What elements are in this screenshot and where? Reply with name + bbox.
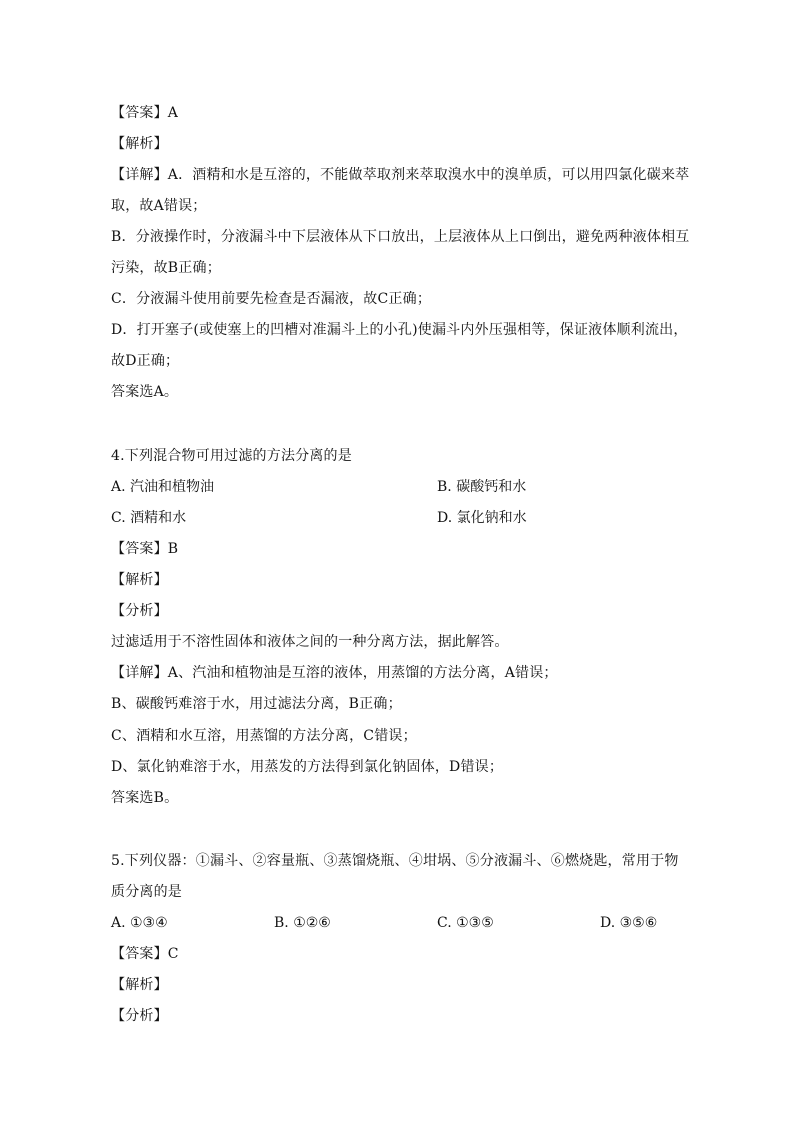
- q4-option-d: D. 氯化钠和水: [437, 510, 527, 526]
- q5-option-a: A. ①③④: [111, 915, 168, 931]
- detail-line: 【详解】A、汽油和植物油是互溶的液体，用蒸馏的方法分离，A错误；: [111, 665, 558, 681]
- fenxi-text: 过滤适用于不溶性固体和液体之间的一种分离方法，据此解答。: [111, 634, 509, 650]
- q5-option-d: D. ③⑤⑥: [600, 915, 658, 931]
- q5-option-b: B. ①②⑥: [274, 915, 331, 931]
- fenxi-heading: 【分析】: [111, 1008, 168, 1024]
- detail-line: 故D正确；: [111, 353, 180, 369]
- detail-line: B．分液操作时，分液漏斗中下层液体从下口放出，上层液体从上口倒出，避免两种液体相互: [111, 229, 690, 245]
- question-5-stem-cont: 质分离的是: [111, 884, 182, 900]
- analysis-heading: 【解析】: [111, 136, 168, 152]
- detail-line: C、酒精和水互溶，用蒸馏的方法分离，C错误；: [111, 728, 417, 744]
- answer-line: 【答案】A: [111, 105, 179, 121]
- answer-line: 【答案】B: [111, 541, 179, 557]
- answer-line: 【答案】C: [111, 946, 179, 962]
- q4-option-c: C. 酒精和水: [111, 510, 187, 526]
- detail-line: D．打开塞子(或使塞上的凹槽对准漏斗上的小孔)使漏斗内外压强相等，保证液体顺利流出，: [111, 322, 688, 338]
- q4-option-b: B. 碳酸钙和水: [437, 479, 527, 495]
- analysis-heading: 【解析】: [111, 572, 168, 588]
- q5-option-c: C. ①③⑤: [437, 915, 494, 931]
- question-5-stem: 5.下列仪器：①漏斗、②容量瓶、③蒸馏烧瓶、④坩埚、⑤分液漏斗、⑥燃烧匙，常用于物: [111, 853, 679, 869]
- analysis-heading: 【解析】: [111, 977, 168, 993]
- detail-line: 【详解】A．酒精和水是互溶的，不能做萃取剂来萃取溴水中的溴单质，可以用四氯化碳来萃: [111, 167, 690, 183]
- detail-line: 污染，故B正确；: [111, 260, 221, 276]
- conclusion-line: 答案选A。: [111, 384, 179, 400]
- conclusion-line: 答案选B。: [111, 790, 179, 806]
- fenxi-heading: 【分析】: [111, 603, 168, 619]
- question-4-stem: 4.下列混合物可用过滤的方法分离的是: [111, 448, 352, 464]
- q4-option-a: A. 汽油和植物油: [111, 479, 215, 495]
- detail-line: C．分液漏斗使用前要先检查是否漏液，故C正确；: [111, 291, 432, 307]
- detail-line: B、碳酸钙难溶于水，用过滤法分离，B正确；: [111, 696, 402, 712]
- detail-line: 取，故A错误；: [111, 198, 207, 214]
- detail-line: D、氯化钠难溶于水，用蒸发的方法得到氯化钠固体，D错误；: [111, 759, 504, 775]
